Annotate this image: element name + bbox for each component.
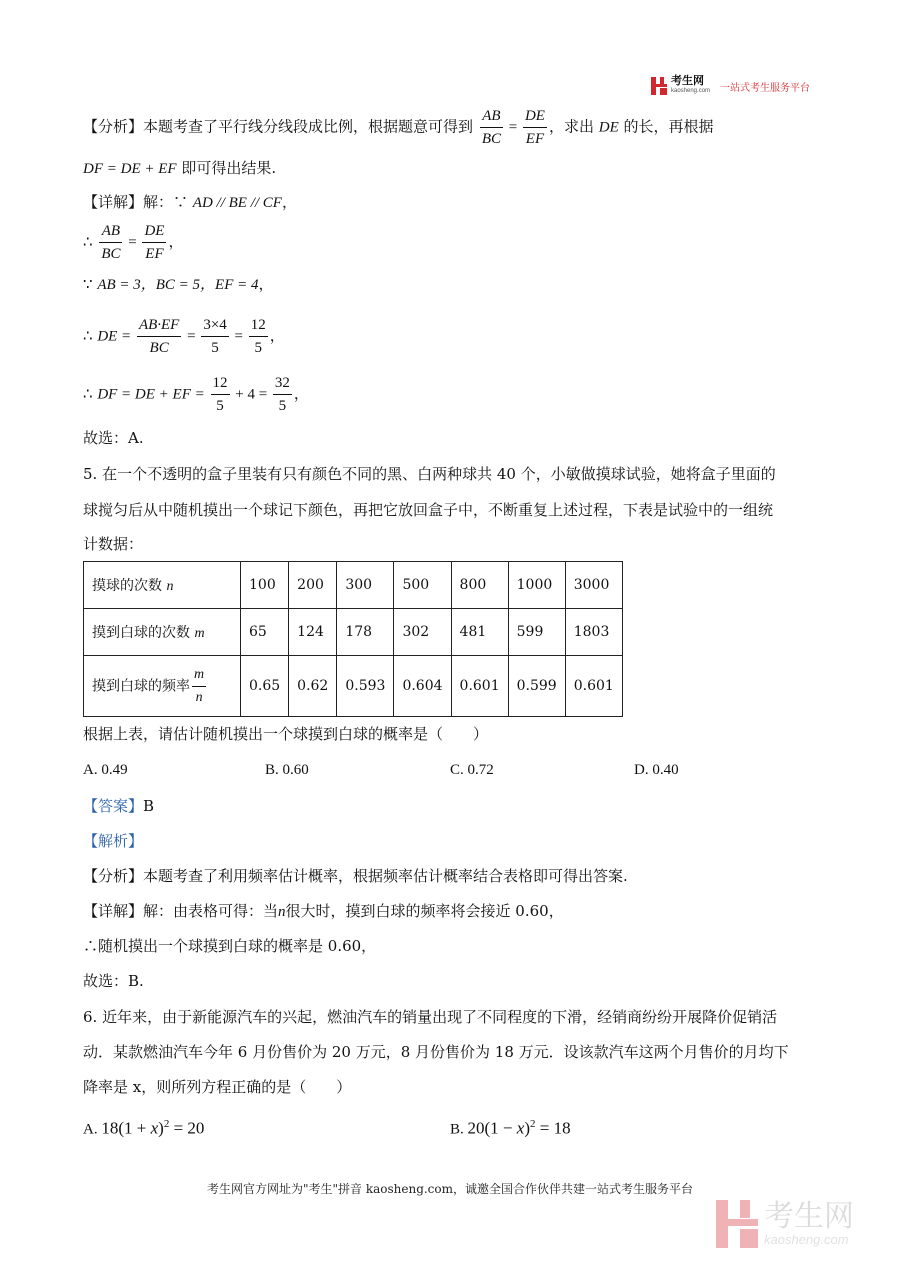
table-cell: 1803 bbox=[565, 609, 622, 656]
q5-option-b: B. 0.60 bbox=[265, 762, 309, 778]
watermark-brand: 考生网 bbox=[764, 1198, 854, 1234]
q4-ratio: ∴ $\frac{AB}{BC}$ = $\frac{DE}{EF}$ ， bbox=[83, 223, 184, 262]
table-cell: 1000 bbox=[508, 562, 565, 609]
table-cell: 300 bbox=[337, 562, 394, 609]
table-cell: 0.601 bbox=[451, 656, 508, 717]
table-cell: 0.65 bbox=[241, 656, 289, 717]
q5-detail: 【详解】解：由表格可得：当n很大时，摸到白球的频率将会接近 0.60， bbox=[83, 902, 564, 920]
table-cell: 0.601 bbox=[565, 656, 622, 717]
q4-detail: 【详解】解：∵ AD // BE // CF， bbox=[83, 193, 297, 211]
q5-analysis: 【分析】本题考查了利用频率估计概率，根据频率估计概率结合表格即可得出答案. bbox=[83, 867, 628, 885]
table-cell: 0.593 bbox=[337, 656, 394, 717]
q5-option-d: D. 0.40 bbox=[634, 762, 679, 778]
table-cell: 500 bbox=[394, 562, 451, 609]
q4-given: ∵ AB = 3，BC = 5，EF = 4， bbox=[83, 275, 274, 293]
q6-stem-line2: 动．某款燃油汽车今年 6 月份售价为 20 万元，8 月份售价为 18 万元．设该款汽车这两个月售价的月均下 bbox=[83, 1043, 789, 1061]
watermark-domain: kaosheng.com bbox=[764, 1231, 849, 1247]
table-header-cell: 摸球的次数 n bbox=[84, 562, 241, 609]
table-cell: 124 bbox=[289, 609, 337, 656]
q5-stem-line2: 球搅匀后从中随机摸出一个球记下颜色，再把它放回盒子中，不断重复上述过程，下表是试验中的一组统 bbox=[83, 501, 774, 519]
table-cell: 800 bbox=[451, 562, 508, 609]
brand-logo-icon bbox=[651, 77, 667, 95]
q5-stem-line3: 计数据： bbox=[83, 535, 144, 553]
brand-slogan: 一站式考生服务平台 bbox=[720, 82, 811, 94]
q5-option-a: A. 0.49 bbox=[83, 762, 128, 778]
q6-option-b: B. $20(1 - x)^2 = 18$ bbox=[450, 1118, 571, 1138]
q5-data-table bbox=[83, 561, 623, 717]
q6-stem-line1: 6. 近年来，由于新能源汽车的兴起，燃油汽车的销量出现了不同程度的下滑，经销商纷纷开展降价促销活 bbox=[83, 1008, 778, 1026]
q6-stem-line3: 降率是 x，则所列方程正确的是（ ） bbox=[83, 1078, 352, 1096]
q6-option-a: A. $18(1 + x)^2 = 20$ bbox=[83, 1118, 205, 1138]
q5-jiexi-label: 【解析】 bbox=[83, 832, 144, 850]
q4-analysis-line2: DF = DE + EF 即可得出结果. bbox=[83, 159, 277, 177]
table-row bbox=[84, 656, 623, 717]
watermark-logo-icon bbox=[716, 1200, 758, 1248]
q5-conclusion: ∴随机摸出一个球摸到白球的概率是 0.60， bbox=[83, 937, 377, 955]
watermark bbox=[716, 1200, 854, 1248]
table-cell: 178 bbox=[337, 609, 394, 656]
table-cell: 599 bbox=[508, 609, 565, 656]
page-footer: 考生网官方网址为"考生"拼音 kaosheng.com，诚邀全国合作伙伴共建一站式考生服务平台 bbox=[206, 1182, 694, 1196]
table-cell: 481 bbox=[451, 609, 508, 656]
table-cell: 0.604 bbox=[394, 656, 451, 717]
q5-stem-line1: 5. 在一个不透明的盒子里装有只有颜色不同的黑、白两种球共 40 个，小敏做摸球试验，她将盒子里面的 bbox=[83, 465, 776, 483]
table-cell: 302 bbox=[394, 609, 451, 656]
q5-option-c: C. 0.72 bbox=[450, 762, 494, 778]
table-cell: 0.599 bbox=[508, 656, 565, 717]
q4-df-calc: ∴ DF = DE + EF = $\frac{12}{5}$ + 4 = $\frac{32}{5}$ ， bbox=[83, 375, 309, 414]
brand-domain: kaosheng.com bbox=[671, 88, 711, 94]
q4-de-calc: ∴ DE = $\frac{AB\cdot EF}{BC}$ = $\frac{3\times 4}{5}$ = $\frac{12}{5}$ ， bbox=[83, 317, 285, 356]
table-cell: 3000 bbox=[565, 562, 622, 609]
table-cell: 100 bbox=[241, 562, 289, 609]
table-row bbox=[84, 562, 623, 609]
q5-answer: 【答案】B bbox=[83, 797, 155, 815]
table-header-cell: 摸到白球的次数 m bbox=[84, 609, 241, 656]
brand-name: 考生网 bbox=[671, 74, 704, 87]
table-row bbox=[84, 609, 623, 656]
table-cell: 200 bbox=[289, 562, 337, 609]
header-logo bbox=[651, 74, 810, 98]
table-header-cell: 摸到白球的频率 $\frac{m}{n}$ bbox=[84, 656, 241, 717]
q4-choose: 故选：A. bbox=[83, 429, 144, 447]
table-cell: 65 bbox=[241, 609, 289, 656]
q5-question: 根据上表，请估计随机摸出一个球摸到白球的概率是（ ） bbox=[83, 725, 489, 743]
q5-choose: 故选：B. bbox=[83, 972, 144, 990]
table-cell: 0.62 bbox=[289, 656, 337, 717]
q4-analysis: 【分析】本题考查了平行线分线段成比例，根据题意可得到 $\frac{AB}{BC}$ = $\frac{DE}{EF}$ ，求出 DE 的长，再根据 bbox=[83, 108, 714, 147]
